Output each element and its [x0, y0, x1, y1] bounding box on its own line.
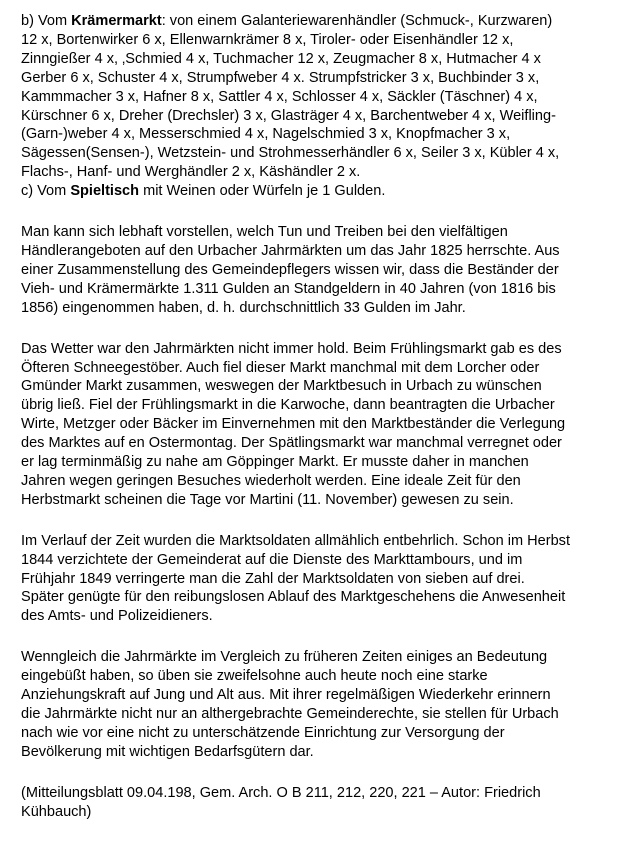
text-line: übrig ließ. Fiel der Frühlingsmarkt in die Karwoche, dann beantragten die Urbacher [21, 397, 555, 414]
section-c-paragraph [21, 182, 631, 201]
text-line: 1856) eingenommen haben, d. h. durchschnittlich 33 Gulden im Jahr. [21, 299, 466, 316]
text-line: Händlerangeboten auf den Urbacher Jahrmärkten um das Jahr 1825 herrschte. Aus [21, 242, 560, 259]
text-line: Anziehungskraft auf Jung und Alt aus. Mit ihrer regelmäßigen Wiederkehr erinnern [21, 687, 551, 704]
text-line: Kammmacher 3 x, Hafner 8 x, Sattler 4 x, Schlosser 4 x, Säckler (Täschner) 4 x, [21, 88, 538, 105]
text-line: Jahren wegen geringen Besuches wiederholt werden. Eine ideale Zeit für den [21, 472, 521, 489]
section-b-first-line [21, 12, 631, 31]
text-line: (Mitteilungsblatt 09.04.198, Gem. Arch. O B 211, 212, 220, 221 – Autor: Friedrich [21, 784, 541, 801]
paragraph-market-soldiers [21, 532, 631, 627]
text-line: Kühbauch) [21, 803, 92, 820]
section-b-prefix: b) Vom [21, 13, 72, 29]
text-line: Später genügte für den reibungslosen Ablauf des Marktgeschehens die Anwesenheit [21, 589, 566, 606]
text-line: 12 x, Bortenwirker 6 x, Ellenwarnkrämer 8 x, Tiroler- oder Eisenhändler 12 x, [21, 31, 514, 48]
section-b-heading: Krämermarkt [71, 13, 162, 29]
section-c-heading: Spieltisch [70, 183, 140, 200]
text-line: Im Verlauf der Zeit wurden die Marktsoldaten allmählich entbehrlich. Schon im Herbst [21, 532, 570, 549]
text-line: Bevölkerung mit wichtigen Bedarfsgütern dar. [21, 743, 314, 760]
text-line: Herbstmarkt scheinen die Tage vor Martini (11. November) gewesen zu sein. [21, 491, 514, 508]
paragraph-market-income [21, 223, 631, 318]
text-line: Sägessen(Sensen-), Wetzstein- und Strohmesserhändler 6 x, Seiler 3 x, Kübler 4 x, [21, 145, 560, 162]
text-line: des Amts- und Polizeidieners. [21, 608, 213, 625]
section-b-line1-rest: : von einem Galanteriewarenhändler (Schmuck-, Kurzwaren) [161, 13, 553, 29]
section-c-line [21, 182, 631, 201]
text-line: des Marktes auf en Ostermontag. Der Spätlingsmarkt war manchmal verregnet oder [21, 435, 562, 452]
paragraph-significance [21, 648, 631, 761]
text-line: die Jahrmärkte nicht nur an althergebrachte Gemeinderechte, sie stellen für Urbach [21, 706, 559, 722]
text-line: Wirte, Metzger oder Bäcker im Einvernehmen mit den Marktbeständer die Verlegung [21, 416, 566, 433]
section-b-paragraph [21, 12, 631, 182]
text-line: er lag terminmäßig zu nahe am Göppinger Markt. Er musste daher in manchen [21, 454, 529, 471]
text-line: eingebüßt haben, so üben sie zweifelsohne auch heute noch eine starke [21, 668, 488, 685]
text-line: einer Zusammenstellung des Gemeindepflegers wissen wir, dass die Beständer der [21, 261, 559, 278]
text-line: Gerber 6 x, Schuster 4 x, Strumpfweber 4 x. Strumpfstricker 3 x, Buchbinder 3 x, [21, 69, 540, 86]
text-line: Gmünder Markt zusammen, weswegen der Marktbesuch in Urbach zu wünschen [21, 378, 542, 395]
text-line: Öfteren Schneegestöber. Auch fiel dieser Markt manchmal mit dem Lorcher oder [21, 359, 540, 376]
text-line: 1844 verzichtete der Gemeinderat auf die Dienste des Markttambours, und im [21, 551, 523, 568]
text-line: Frühjahr 1849 verringerte man die Zahl der Marktsoldaten von sieben auf drei. [21, 570, 525, 587]
paragraph-weather [21, 340, 631, 510]
text-line: Flachs-, Hanf- und Werghändler 2 x, Käshändler 2 x. [21, 164, 361, 181]
text-line: Man kann sich lebhaft vorstellen, welch Tun und Treiben bei den vielfältigen [21, 224, 508, 241]
text-line: Zinngießer 4 x, ‚Schmied 4 x, Tuchmacher 12 x, Zeugmacher 8 x, Hutmacher 4 x [21, 50, 541, 67]
text-line: Das Wetter war den Jahrmärkten nicht immer hold. Beim Frühlingsmarkt gab es des [21, 340, 562, 357]
section-c-prefix: c) Vom [21, 183, 71, 200]
source-citation [21, 784, 631, 822]
text-line: Wenngleich die Jahrmärkte im Vergleich zu früheren Zeiten einiges an Bedeutung [21, 649, 548, 666]
text-line: (Garn-)weber 4 x, Messerschmied 4 x, Nagelschmied 3 x, Knopfmacher 3 x, [21, 126, 511, 143]
text-line: Kürschner 6 x, Dreher (Drechsler) 3 x, Glasträger 4 x, Barchentweber 4 x, Weifling- [21, 107, 556, 124]
document-page [21, 12, 631, 844]
section-c-rest: mit Weinen oder Würfeln je 1 Gulden. [139, 183, 386, 200]
text-line: nach wie vor eine nicht zu unterschätzende Einrichtung zur Versorgung der [21, 724, 505, 741]
text-line: Vieh- und Krämermärkte 1.311 Gulden an Standgeldern in 40 Jahren (von 1816 bis [21, 280, 556, 297]
